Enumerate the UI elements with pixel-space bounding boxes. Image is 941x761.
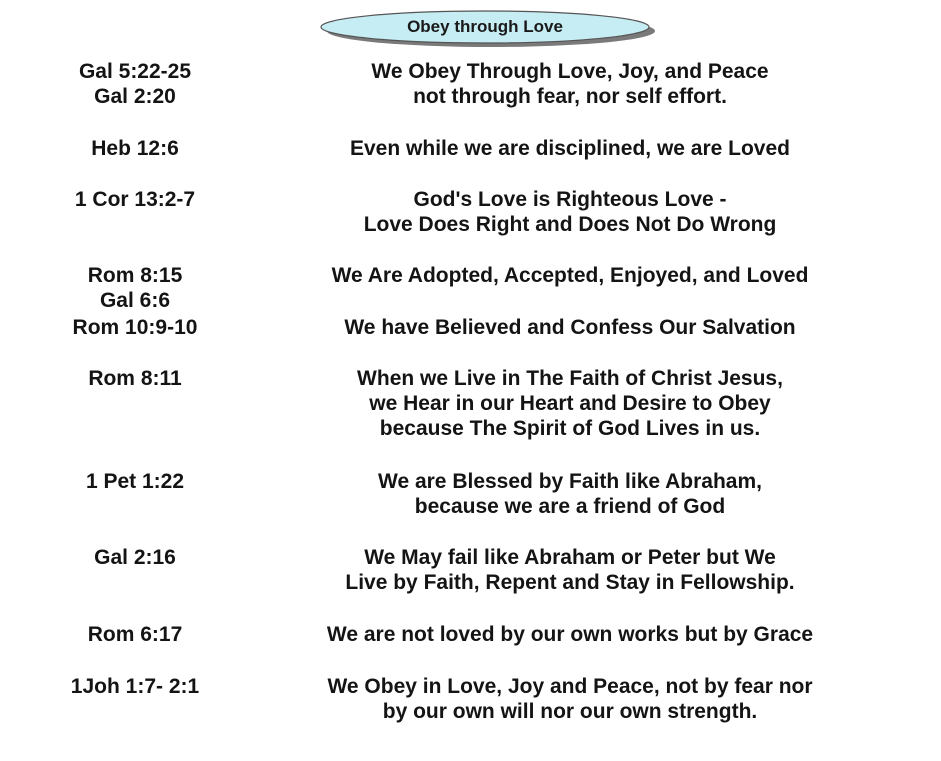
statement-line: We are not loved by our own works but by Grace	[326, 623, 814, 646]
verse-reference: Gal 2:20	[94, 85, 176, 108]
verse-references	[40, 187, 230, 212]
statement-line: because we are a friend of God	[414, 495, 726, 518]
verse-references	[40, 315, 230, 340]
statement-line: We Are Adopted, Accepted, Enjoyed, and Loved	[331, 264, 809, 287]
verse-reference: 1Joh 1:7- 2:1	[70, 675, 200, 698]
statement-line: We have Believed and Confess Our Salvation	[344, 316, 796, 339]
statement-line: We May fail like Abraham or Peter but We	[364, 546, 776, 569]
verse-statement	[225, 545, 915, 595]
verse-statement	[225, 674, 915, 724]
verse-statement	[225, 366, 915, 441]
statement-line: God's Love is Righteous Love -	[413, 188, 727, 211]
verse-statement	[225, 315, 915, 340]
statement-line: not through fear, nor self effort.	[413, 85, 727, 108]
statement-line: we Hear in our Heart and Desire to Obey	[369, 392, 771, 415]
verse-reference: Gal 2:16	[94, 546, 176, 569]
verse-reference: Rom 10:9-10	[72, 316, 198, 339]
verse-statement	[225, 136, 915, 161]
verse-reference: Rom 6:17	[87, 623, 183, 646]
verse-reference: Gal 6:6	[99, 289, 171, 312]
title-badge	[320, 9, 657, 49]
statement-line: When we Live in The Faith of Christ Jesus,	[357, 367, 783, 390]
verse-references	[40, 674, 230, 699]
statement-line: We Obey Through Love, Joy, and Peace	[371, 60, 769, 83]
verse-references	[40, 136, 230, 161]
statement-line: Love Does Right and Does Not Do Wrong	[363, 213, 777, 236]
statement-line: Live by Faith, Repent and Stay in Fellowship.	[345, 571, 795, 594]
verse-references	[40, 469, 230, 494]
statement-line: because The Spirit of God Lives in us.	[379, 417, 761, 440]
verse-statement	[225, 59, 915, 109]
verse-references	[40, 366, 230, 391]
verse-references	[40, 59, 230, 109]
verse-statement	[225, 187, 915, 237]
verse-statement	[225, 263, 915, 288]
verse-reference: Gal 5:22-25	[78, 60, 192, 83]
verse-reference: 1 Cor 13:2-7	[74, 188, 196, 211]
verse-references	[40, 545, 230, 570]
verse-reference: 1 Pet 1:22	[85, 470, 185, 493]
statement-line: We are Blessed by Faith like Abraham,	[378, 470, 762, 493]
verse-references	[40, 263, 230, 313]
verse-references	[40, 622, 230, 647]
page-title: Obey through Love	[407, 17, 563, 36]
statement-line: Even while we are disciplined, we are Loved	[350, 137, 790, 160]
verse-reference: Rom 8:15	[87, 264, 183, 287]
verse-statement	[225, 622, 915, 647]
verse-statement	[225, 469, 915, 519]
verse-reference: Heb 12:6	[91, 137, 179, 160]
statement-line: We Obey in Love, Joy and Peace, not by fear nor	[327, 675, 813, 698]
statement-line: by our own will nor our own strength.	[382, 700, 758, 723]
verse-reference: Rom 8:11	[88, 367, 182, 390]
